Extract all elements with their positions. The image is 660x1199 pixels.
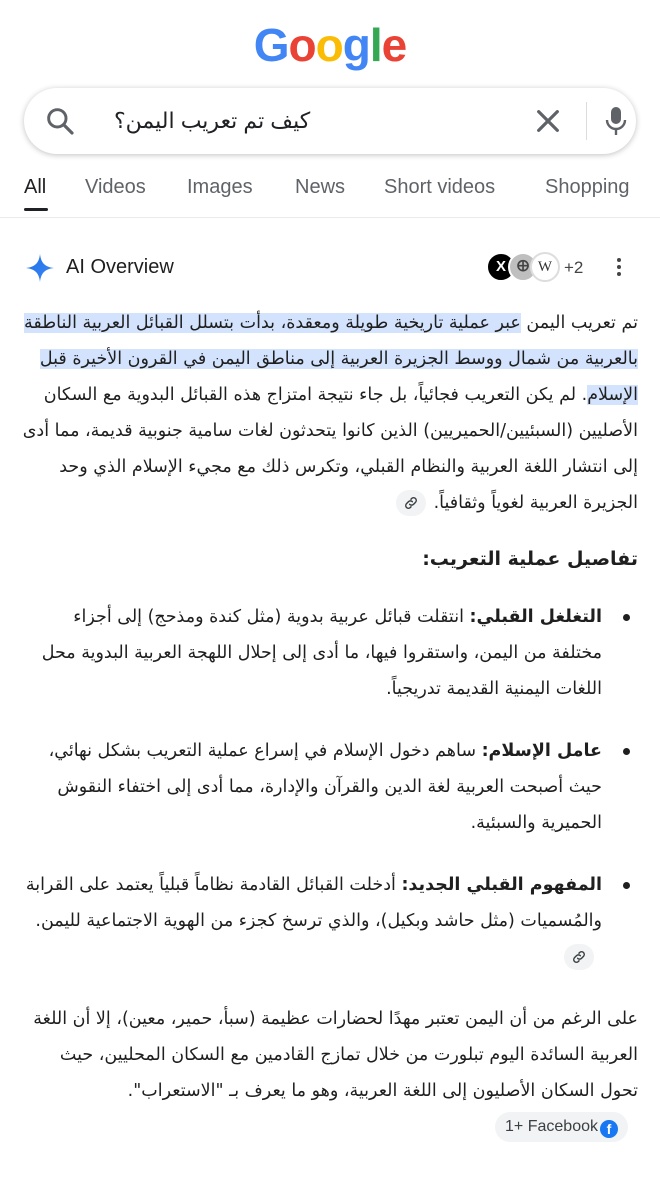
tab-all[interactable]: All xyxy=(24,176,47,198)
intro-text-start: تم تعريب اليمن xyxy=(520,313,638,333)
close-icon[interactable] xyxy=(532,105,564,137)
logo-letter-g2: g xyxy=(342,19,370,71)
logo-letter-l: l xyxy=(369,19,382,71)
point-term: المفهوم القبلي الجديد: xyxy=(401,875,602,895)
list-item xyxy=(22,599,602,707)
facebook-source-count: 1+ xyxy=(505,1118,524,1135)
closing-paragraph xyxy=(22,1001,638,1145)
google-logo[interactable] xyxy=(0,18,660,72)
logo-letter-e: e xyxy=(381,19,407,71)
search-divider xyxy=(586,102,587,140)
point-text: أدخلت القبائل القادمة نظاماً قبلياً يعتمد على القرابة والمُسميات (مثل حاشد وبكيل)، والذي ترسخ كجزء من الهوية الاجتماعية لليمن. xyxy=(25,875,602,931)
search-box[interactable] xyxy=(24,88,636,154)
search-query-text: كيف تم تعريب اليمن؟ xyxy=(114,108,311,133)
ai-overview-title: AI Overview xyxy=(66,256,174,278)
mic-icon[interactable] xyxy=(604,105,628,137)
ai-overview-header xyxy=(24,252,636,286)
point-text: ساهم دخول الإسلام في إسراع عملية التعريب بشكل نهائي، حيث أصبحت العربية لغة الدين والقرآن والإدارة، مما أدى إلى اختفاء النقوش الحميرية والسبئية. xyxy=(48,741,602,833)
point-term: التغلغل القبلي: xyxy=(469,607,602,627)
link-icon xyxy=(403,495,419,511)
logo-letter-o1: o xyxy=(288,19,316,71)
link-icon xyxy=(571,949,587,965)
search-tabs xyxy=(0,162,660,218)
facebook-icon: f xyxy=(600,1120,618,1138)
source-link-button[interactable] xyxy=(564,944,594,970)
tab-videos[interactable]: Videos xyxy=(85,176,146,198)
list-item xyxy=(22,733,602,841)
details-list xyxy=(22,599,638,975)
wikipedia-source-icon: W xyxy=(530,252,560,282)
tab-shopping[interactable]: Shopping xyxy=(545,176,630,198)
point-term: عامل الإسلام: xyxy=(481,741,602,761)
highlighted-text: عبر عملية تاريخية طويلة ومعقدة، بدأت بتسلل القبائل العربية الناطقة بالعربية من شمال ووسط الجزيرة العربية إلى مناطق اليمن في القرون الأخيرة قبل الإسلام xyxy=(23,313,638,405)
tab-short-videos[interactable]: Short videos xyxy=(384,176,496,198)
intro-text-rest: . لم يكن التعريب فجائياً، بل جاء نتيجة امتزاج هذه القبائل البدوية مع السكان الأصليين (السبئيين/الحميريين) الذين كانوا يتحدثون لغات سامية جنوبية قديمة، مما أدى إلى انتشار اللغة العربية والنظام القبلي، وتكرس ذلك مع مجيء الإسلام الذي وحد الجزيرة العربية لغوياً وثقافياً. xyxy=(22,385,638,513)
logo-letter-o2: o xyxy=(315,19,343,71)
source-badges[interactable] xyxy=(486,252,606,284)
more-sources-count: +2 xyxy=(564,258,584,277)
tab-news[interactable]: News xyxy=(295,176,346,198)
tab-images[interactable]: Images xyxy=(187,176,253,198)
point-text: انتقلت قبائل عربية بدوية (مثل كندة ومذحج) إلى أجزاء مختلفة من اليمن، واستقروا فيها، ما أدى إلى إحلال اللهجة العربية البدوية محل اللغات اليمنية القديمة تدريجياً. xyxy=(41,607,602,699)
ai-overview-body xyxy=(22,305,638,1145)
logo-letter-g: G xyxy=(253,19,289,71)
section-heading: تفاصيل عملية التعريب: xyxy=(422,548,638,570)
x-source-icon: X xyxy=(486,252,516,282)
facebook-source-chip[interactable] xyxy=(495,1112,628,1142)
search-icon[interactable] xyxy=(44,105,76,137)
globe-source-icon: 🜨 xyxy=(508,252,538,282)
more-options-icon[interactable] xyxy=(616,256,622,278)
intro-paragraph xyxy=(22,305,638,521)
closing-text: على الرغم من أن اليمن تعتبر مهدًا لحضارات عظيمة (سبأ، حمير، معين)، إلا أن اللغة العربية السائدة اليوم تبلورت من خلال تمازج القادمين مع السكان المحليين، حيث تحول السكان الأصليون إلى اللغة العربية، وهو ما يعرف بـ "الاستعراب". xyxy=(33,1009,638,1101)
sparkle-icon xyxy=(24,252,56,284)
active-tab-indicator xyxy=(24,208,48,211)
list-item xyxy=(22,867,602,975)
source-link-button[interactable] xyxy=(396,490,426,516)
facebook-source-label: Facebook xyxy=(527,1118,598,1135)
